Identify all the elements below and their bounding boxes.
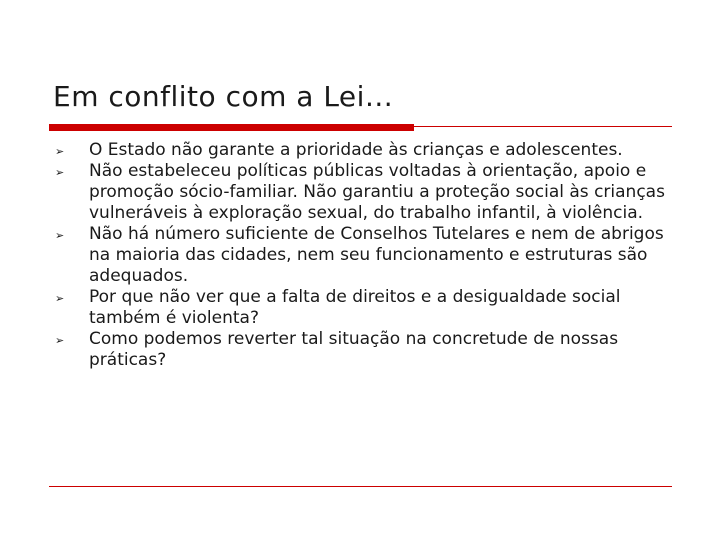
title-underline-thick [49, 124, 414, 131]
bullet-text: O Estado não garante a prioridade às crianças e adolescentes. [89, 140, 623, 160]
slide-title: Em conflito com a Lei... [53, 80, 394, 113]
bullet-text: Por que não ver que a falta de direitos e a desigualdade social também é violenta? [89, 287, 621, 328]
bullet-text: Não há número suficiente de Conselhos Tutelares e nem de abrigos na maioria das cidades, nem seu funcionamento e estruturas são adequados. [89, 224, 664, 286]
bullet-item [50, 329, 680, 371]
arrow-bullet-icon: ➢ [55, 334, 65, 347]
bullet-list [50, 140, 680, 371]
arrow-bullet-icon: ➢ [55, 229, 65, 242]
bottom-divider [49, 486, 672, 487]
arrow-bullet-icon: ➢ [55, 292, 65, 305]
bullet-text: Não estabeleceu políticas públicas voltadas à orientação, apoio e promoção sócio-familiar. Não garantiu a proteção social às crianças vulneráveis à exploração sexual, do trabalho infantil, à violência. [89, 161, 665, 223]
bullet-text: Como podemos reverter tal situação na concretude de nossas práticas? [89, 329, 619, 370]
bullet-item [50, 140, 680, 161]
bullet-item [50, 161, 680, 224]
bullet-item [50, 287, 680, 329]
bullet-item [50, 224, 680, 287]
arrow-bullet-icon: ➢ [55, 166, 65, 179]
arrow-bullet-icon: ➢ [55, 145, 65, 158]
